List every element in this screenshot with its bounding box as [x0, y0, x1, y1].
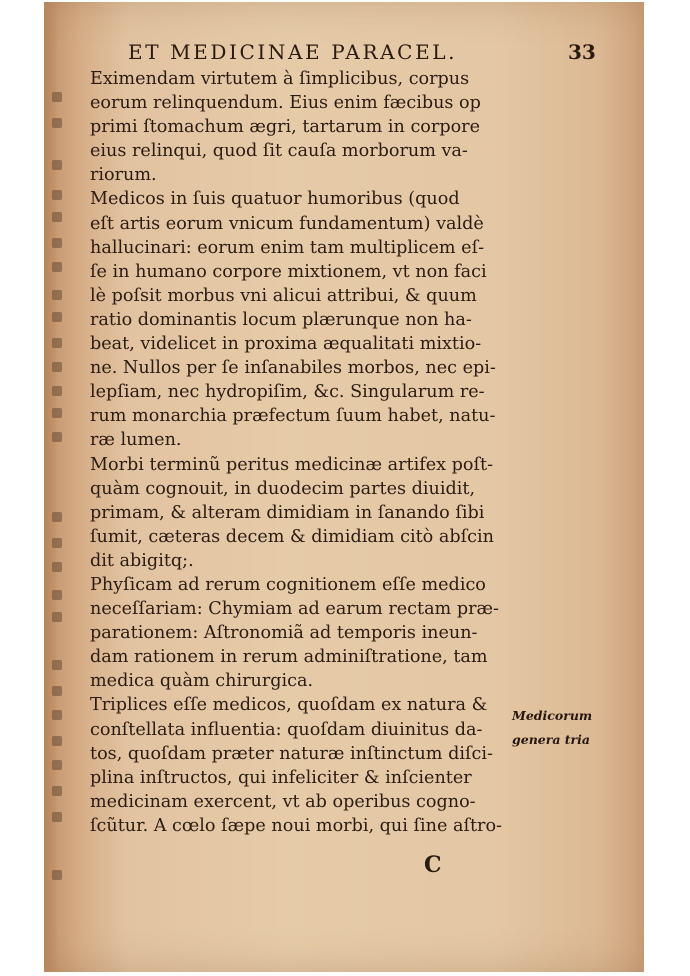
body-text — [90, 67, 520, 838]
bleed-mark — [52, 362, 62, 372]
text-line: dam rationem in rerum adminiſtratione, tam — [90, 647, 488, 668]
text-line: lepſiam, nec hydropiſim, &c. Singularum re- — [90, 382, 485, 403]
bleed-mark — [52, 562, 62, 572]
bleed-mark — [52, 736, 62, 746]
page-number: 33 — [568, 40, 596, 64]
bleed-mark — [52, 290, 62, 300]
text-line: eſt artis eorum vnicum fundamentum) valdè — [90, 213, 484, 234]
text-line: lè poſsit morbus vni alicui attribui, & quum — [90, 285, 477, 306]
bleed-mark — [52, 432, 62, 442]
bleed-mark — [52, 538, 62, 548]
signature-mark: C — [424, 852, 442, 878]
bleed-mark — [52, 338, 62, 348]
marginal-note-line-2: genera tria — [512, 732, 590, 747]
bleed-mark — [52, 118, 62, 128]
bleed-mark — [52, 686, 62, 696]
text-line: eius relinqui, quod ſit cauſa morborum va- — [90, 141, 468, 162]
text-line: tos, quoſdam præter naturæ inſtinctum diſci- — [90, 743, 493, 764]
bleed-mark — [52, 312, 62, 322]
bleed-mark — [52, 812, 62, 822]
bleed-mark — [52, 710, 62, 720]
text-line: ſcũtur. A cœlo ſæpe noui morbi, qui ſine aſtro- — [90, 815, 502, 836]
bleed-mark — [52, 786, 62, 796]
bleed-mark — [52, 238, 62, 248]
bleed-mark — [52, 660, 62, 670]
text-line: Phyſicam ad rerum cognitionem eſſe medico — [90, 574, 486, 595]
text-line: plina inſtructos, qui infeliciter & inſcienter — [90, 767, 472, 788]
text-line: eorum relinquendum. Eius enim fæcibus op — [90, 93, 481, 114]
text-line: parationem: Aſtronomiã ad temporis ineun- — [90, 623, 478, 644]
bleed-mark — [52, 92, 62, 102]
bleed-mark — [52, 212, 62, 222]
text-line: ſe in humano corpore mixtionem, vt non faci — [90, 261, 487, 282]
bleed-mark — [52, 408, 62, 418]
text-line: Triplices eſſe medicos, quoſdam ex natura & — [90, 695, 488, 716]
bleed-mark — [52, 590, 62, 600]
text-line: hallucinari: eorum enim tam multiplicem eſ- — [90, 237, 485, 258]
text-line: primi ſtomachum ægri, tartarum in corpore — [90, 117, 480, 138]
text-line: ſumit, cæteras decem & dimidiam citò abſcin — [90, 526, 494, 547]
text-line: quàm cognouit, in duodecim partes diuidit, — [90, 478, 476, 499]
text-line: medica quàm chirurgica. — [90, 671, 314, 692]
text-line: riorum. — [90, 165, 157, 186]
page-gutter — [44, 2, 58, 972]
bleed-mark — [52, 512, 62, 522]
text-line: dit abigitq;. — [90, 550, 194, 571]
bleed-mark — [52, 612, 62, 622]
text-line: rum monarchia præfectum ſuum habet, natu- — [90, 406, 496, 427]
bleed-mark — [52, 760, 62, 770]
bleed-mark — [52, 160, 62, 170]
text-line: conſtellata influentia: quoſdam diuinitus da- — [90, 719, 483, 740]
text-line: Medicos in ſuis quatuor humoribus (quod — [90, 189, 460, 210]
text-line: Eximendam virtutem à ſimplicibus, corpus — [90, 69, 470, 89]
marginal-note-line-1: Medicorum — [512, 708, 593, 723]
text-line: neceſſariam: Chymiam ad earum rectam præ- — [90, 599, 499, 620]
bleed-mark — [52, 262, 62, 272]
text-line: beat, videlicet in proxima æqualitati mixtio- — [90, 334, 482, 355]
bleed-mark — [52, 386, 62, 396]
running-title: ET MEDICINAE PARACEL. — [128, 40, 458, 64]
text-line: primam, & alteram dimidiam in ſanando ſibi — [90, 502, 485, 523]
text-line: ratio dominantis locum plærunque non ha- — [90, 309, 472, 330]
bleed-mark — [52, 190, 62, 200]
text-line: ræ lumen. — [90, 430, 182, 451]
bleed-mark — [52, 870, 62, 880]
text-line: ne. Nullos per ſe inſanabiles morbos, nec epi- — [90, 358, 496, 379]
text-line: Morbi terminũ peritus medicinæ artifex poſt- — [90, 454, 494, 475]
text-line: medicinam exercent, vt ab operibus cogno- — [90, 791, 476, 812]
